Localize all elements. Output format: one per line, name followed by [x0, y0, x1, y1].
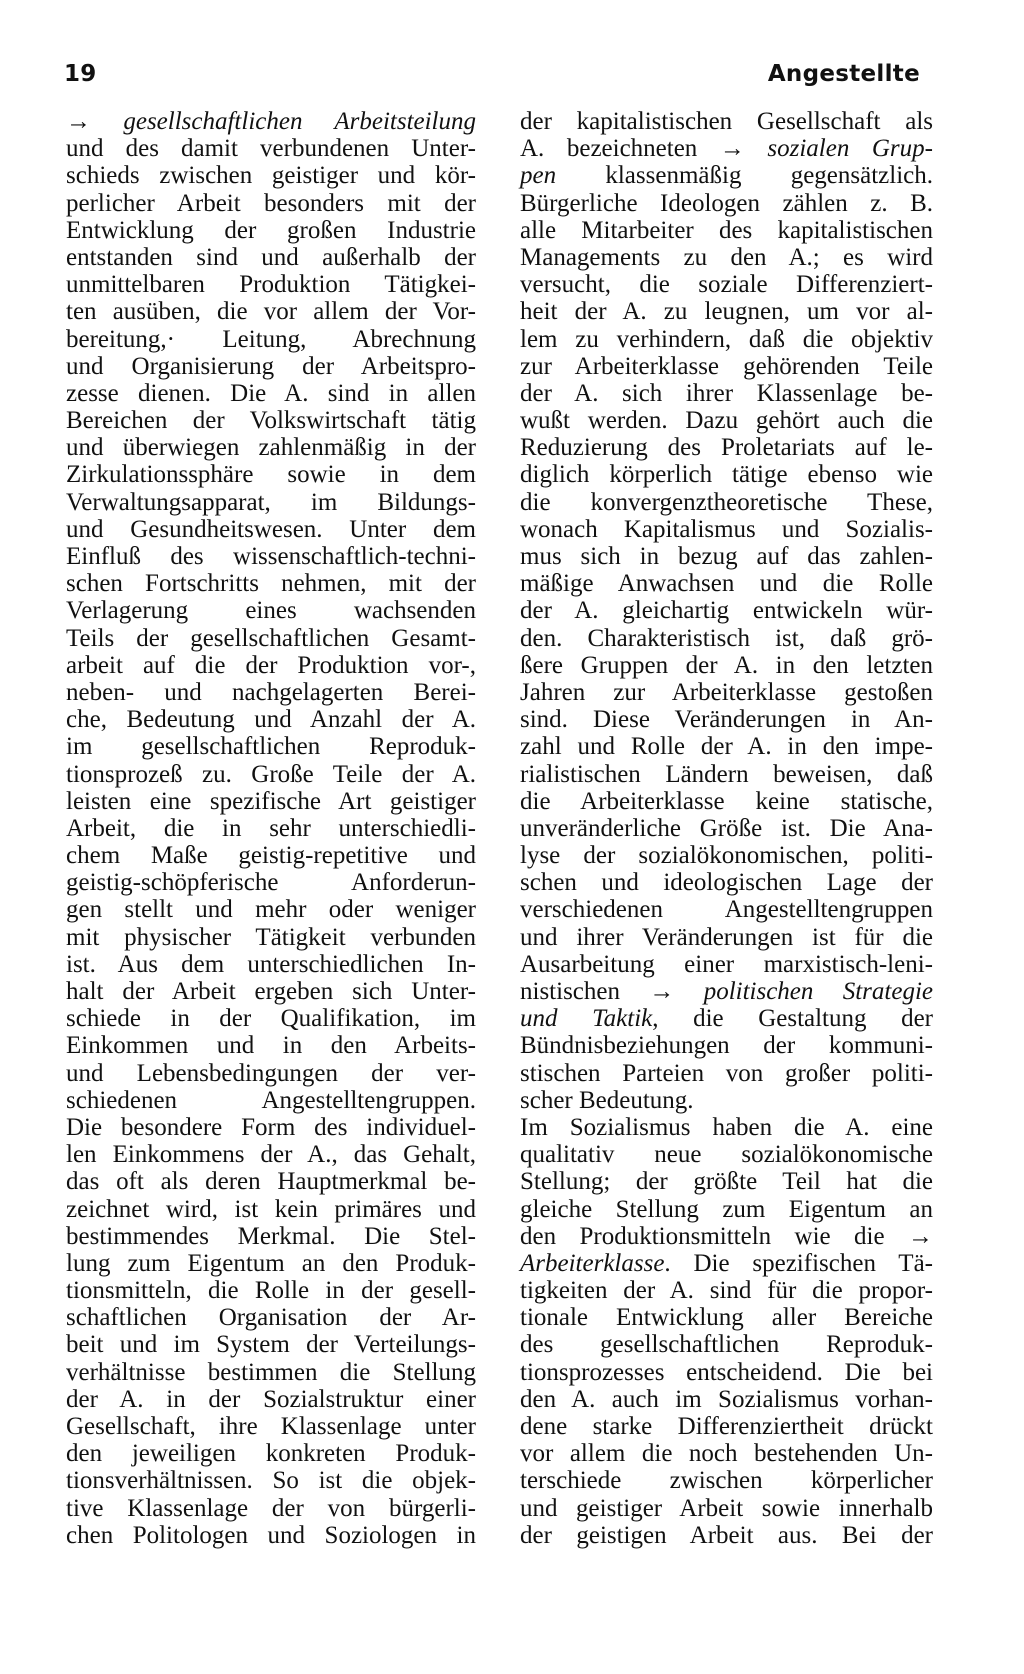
text-segment: lung zum Eigentum an den Produk-	[66, 1249, 476, 1277]
text-segment: und überwiegen zahlenmäßig in der	[66, 434, 476, 462]
text-segment: che, Bedeutung und Anzahl der A.	[66, 706, 476, 734]
text-line	[66, 461, 476, 488]
text-segment: Im Sozialismus haben die A. eine	[520, 1113, 933, 1141]
text-segment: verhältnisse bestimmen die Stellung	[66, 1358, 476, 1386]
text-segment: Einkommen und in den Arbeits-	[66, 1032, 476, 1060]
text-segment: tionsverhältnissen. So ist die objek-	[66, 1467, 476, 1495]
text-line	[520, 461, 933, 488]
text-segment: Ausarbeitung einer marxistisch-leni-	[520, 950, 933, 978]
text-line	[66, 706, 476, 733]
text-segment: bereitung,· Leitung, Abrechnung	[66, 325, 476, 353]
text-segment: Managements zu den A.; es wird	[520, 243, 933, 271]
text-line	[520, 570, 933, 597]
text-line	[520, 1386, 933, 1413]
text-line	[520, 1114, 933, 1141]
text-line	[66, 489, 476, 516]
text-line	[66, 135, 476, 162]
text-line	[520, 951, 933, 978]
text-line	[520, 733, 933, 760]
text-segment: vor allem die noch bestehenden Un-	[520, 1440, 933, 1468]
text-line	[66, 1277, 476, 1304]
text-line	[66, 271, 476, 298]
text-segment: lyse der sozialökonomischen, politi-	[520, 842, 933, 870]
text-line	[520, 380, 933, 407]
text-line	[66, 1168, 476, 1195]
text-segment: Arbeit, die in sehr unterschiedli-	[66, 814, 476, 842]
text-line	[520, 625, 933, 652]
text-line	[66, 1114, 476, 1141]
text-line	[66, 625, 476, 652]
text-segment: dene starke Differenziertheit drückt	[520, 1413, 933, 1440]
text-segment: halt der Arbeit ergeben sich Unter-	[66, 978, 476, 1005]
text-line	[520, 1304, 933, 1331]
text-segment: Verwaltungsapparat, im Bildungs-	[66, 488, 476, 516]
text-segment: den jeweiligen konkreten Produk-	[66, 1440, 476, 1468]
text-segment: Entwicklung der großen Industrie	[66, 216, 476, 244]
text-line	[520, 1223, 933, 1250]
text-line	[520, 869, 933, 896]
text-segment: zeichnet wird, ist kein primäres und	[66, 1195, 476, 1223]
text-segment: Gesellschaft, ihre Klassenlage unter	[66, 1413, 476, 1440]
text-line	[520, 706, 933, 733]
text-segment: und Organisierung der Arbeitspro-	[66, 352, 476, 380]
text-segment: klassenmäßig gegensätzlich.	[556, 162, 933, 190]
italic-term: pen	[520, 162, 557, 190]
text-segment: sind. Diese Veränderungen in An-	[520, 706, 933, 734]
text-segment: und Lebensbedingungen der ver-	[66, 1059, 476, 1087]
text-line	[520, 1467, 933, 1494]
text-line	[66, 1250, 476, 1277]
text-line	[66, 353, 476, 380]
text-line	[66, 217, 476, 244]
text-segment: und ihrer Veränderungen ist für die	[520, 923, 933, 951]
text-line	[520, 1032, 933, 1059]
text-segment: unmittelbaren Produktion Tätigkei-	[66, 271, 476, 299]
text-line	[66, 1522, 476, 1549]
text-line	[520, 652, 933, 679]
text-segment: Bereichen der Volkswirtschaft tätig	[66, 407, 476, 435]
text-line	[66, 1196, 476, 1223]
text-segment: tigkeiten der A. sind für die propor-	[520, 1277, 933, 1305]
text-segment: die Arbeiterklasse keine statische,	[520, 787, 933, 815]
text-segment: der kapitalistischen Gesellschaft als	[520, 108, 933, 135]
text-line	[66, 244, 476, 271]
text-segment: leisten eine spezifische Art geistiger	[66, 787, 476, 815]
text-line	[66, 597, 476, 624]
text-segment: gen stellt und mehr oder weniger	[66, 896, 476, 924]
text-segment: A. bezeichneten →	[520, 135, 768, 163]
text-line	[66, 570, 476, 597]
text-line	[520, 353, 933, 380]
text-segment: wonach Kapitalismus und Sozialis-	[520, 515, 933, 543]
text-line	[66, 733, 476, 760]
text-segment: Einfluß des wissenschaftlich-techni-	[66, 543, 476, 570]
text-segment: verschiedenen Angestelltengruppen	[520, 896, 933, 924]
italic-term: und Taktik	[520, 1005, 653, 1033]
text-segment: zesse dienen. Die A. sind in allen	[66, 379, 476, 407]
text-segment: das oft als deren Hauptmerkmal be-	[66, 1168, 476, 1196]
text-segment: tive Klassenlage der von bürgerli-	[66, 1494, 476, 1522]
text-segment: den A. auch im Sozialismus vorhan-	[520, 1385, 933, 1413]
text-segment: tionsmitteln, die Rolle in der gesell-	[66, 1277, 476, 1305]
text-line	[66, 951, 476, 978]
text-segment: beit und im System der Verteilungs-	[66, 1331, 476, 1359]
text-segment: wußt werden. Dazu gehört auch die	[520, 407, 933, 435]
text-segment: zahl und Rolle der A. in den impe-	[520, 733, 933, 761]
text-line	[66, 869, 476, 896]
text-segment: terschiede zwischen körperlicher	[520, 1467, 933, 1495]
text-segment: bestimmendes Merkmal. Die Stel-	[66, 1222, 476, 1250]
text-line	[520, 1440, 933, 1467]
text-segment: →	[66, 108, 124, 135]
text-segment: den. Charakteristisch ist, daß grö-	[520, 624, 933, 652]
text-segment: diglich körperlich tätige ebenso wie	[520, 461, 933, 489]
text-line	[520, 244, 933, 271]
text-line	[66, 162, 476, 189]
text-segment: tionsprozeß zu. Große Teile der A.	[66, 760, 476, 788]
text-segment: Zirkulationssphäre sowie in dem	[66, 461, 476, 489]
text-line	[66, 815, 476, 842]
text-segment: scher Bedeutung.	[520, 1086, 694, 1114]
text-segment: der A. sich ihrer Klassenlage be-	[520, 379, 933, 407]
text-line	[520, 842, 933, 869]
text-line	[520, 1495, 933, 1522]
text-line	[66, 761, 476, 788]
text-line	[520, 1331, 933, 1358]
text-segment: Stellung; der größte Teil hat die	[520, 1168, 933, 1196]
text-line	[520, 407, 933, 434]
text-segment: chem Maße geistig-repetitive und	[66, 842, 476, 870]
text-segment: mäßige Anwachsen und die Rolle	[520, 570, 933, 598]
text-line	[66, 380, 476, 407]
text-line	[520, 1250, 933, 1277]
text-line	[520, 597, 933, 624]
text-line	[520, 1522, 933, 1549]
text-segment: den Produktionsmitteln wie die →	[520, 1222, 933, 1250]
text-line	[66, 652, 476, 679]
text-line	[66, 434, 476, 461]
text-segment: tionale Entwicklung aller Bereiche	[520, 1304, 933, 1332]
text-segment: schiedenen Angestelltengruppen.	[66, 1086, 476, 1114]
text-segment: nistischen →	[520, 978, 704, 1005]
text-segment: der geistigen Arbeit aus. Bei der	[520, 1521, 933, 1549]
text-segment: schieds zwischen geistiger und kör-	[66, 162, 476, 190]
text-segment: len Einkommens der A., das Gehalt,	[66, 1141, 476, 1169]
text-line	[66, 679, 476, 706]
text-segment: chen Politologen und Soziologen in	[66, 1521, 476, 1549]
text-line	[66, 516, 476, 543]
text-segment: Bürgerliche Ideologen zählen z. B.	[520, 189, 933, 217]
text-line	[520, 489, 933, 516]
text-line	[520, 271, 933, 298]
text-segment: die konvergenztheoretische These,	[520, 488, 933, 516]
text-line	[520, 217, 933, 244]
text-segment: und geistiger Arbeit sowie innerhalb	[520, 1494, 933, 1522]
left-text-column	[66, 108, 476, 1549]
text-line	[66, 1359, 476, 1386]
italic-term: Arbeiterklasse	[520, 1249, 665, 1277]
text-segment: Teils der gesellschaftlichen Gesamt-	[66, 624, 476, 652]
text-segment: schiede in der Qualifikation, im	[66, 1005, 476, 1033]
text-line	[66, 1440, 476, 1467]
text-line	[520, 896, 933, 923]
text-line	[66, 1413, 476, 1440]
text-segment: ßere Gruppen der A. in den letzten	[520, 651, 933, 679]
text-line	[66, 1032, 476, 1059]
text-segment: der A. in der Sozialstruktur einer	[66, 1385, 476, 1413]
text-line	[66, 978, 476, 1005]
text-line	[66, 1495, 476, 1522]
text-segment: versucht, die soziale Differenziert-	[520, 271, 933, 299]
text-line	[66, 1005, 476, 1032]
text-line	[520, 1359, 933, 1386]
text-segment: Jahren zur Arbeiterklasse gestoßen	[520, 678, 933, 706]
italic-term: politischen Strategie	[703, 978, 933, 1005]
text-line	[66, 1087, 476, 1114]
text-segment: ten ausüben, die vor allem der Vor-	[66, 298, 476, 326]
text-line	[520, 434, 933, 461]
text-segment: und Gesundheitswesen. Unter dem	[66, 515, 476, 543]
text-segment: rialistischen Ländern beweisen, daß	[520, 760, 933, 788]
text-segment: neben- und nachgelagerten Berei-	[66, 678, 476, 706]
text-line	[520, 788, 933, 815]
text-line	[66, 543, 476, 570]
italic-term: sozialen Grup-	[767, 135, 933, 163]
text-line	[66, 896, 476, 923]
text-segment: mit physischer Tätigkeit verbunden	[66, 923, 476, 951]
text-line	[520, 978, 933, 1005]
text-segment: lem zu verhindern, daß die objektiv	[520, 325, 933, 353]
text-segment: gleiche Stellung zum Eigentum an	[520, 1195, 933, 1223]
text-segment: Die besondere Form des individuel-	[66, 1113, 476, 1141]
text-line	[520, 1005, 933, 1032]
text-segment: heit der A. zu leugnen, um vor al-	[520, 298, 933, 326]
text-line	[520, 135, 933, 162]
text-segment: schen und ideologischen Lage der	[520, 869, 933, 897]
text-segment: qualitativ neue sozialökonomische	[520, 1141, 933, 1169]
text-segment: . Die spezifischen Tä-	[664, 1249, 933, 1277]
text-segment: perlicher Arbeit besonders mit der	[66, 189, 476, 217]
text-line	[520, 190, 933, 217]
text-segment: schaftlichen Organisation der Ar-	[66, 1304, 476, 1332]
page-number: 19	[64, 61, 97, 87]
text-segment: , die Gestaltung der	[652, 1005, 933, 1033]
text-segment: der A. gleichartig entwickeln wür-	[520, 597, 933, 625]
text-line	[66, 1331, 476, 1358]
text-line	[520, 162, 933, 189]
text-line	[520, 1277, 933, 1304]
text-segment: schen Fortschritts nehmen, mit der	[66, 570, 476, 598]
text-segment: Reduzierung des Proletariats auf le-	[520, 434, 933, 462]
text-line	[66, 842, 476, 869]
text-segment: stischen Parteien von großer politi-	[520, 1059, 933, 1087]
text-segment: tionsprozesses entscheidend. Die bei	[520, 1358, 933, 1386]
text-line	[520, 761, 933, 788]
text-line	[66, 924, 476, 951]
text-segment: und des damit verbundenen Unter-	[66, 135, 476, 163]
text-line	[66, 1304, 476, 1331]
text-segment: zur Arbeiterklasse gehörenden Teile	[520, 352, 933, 380]
text-segment: des gesellschaftlichen Reproduk-	[520, 1331, 933, 1359]
text-line	[520, 108, 933, 135]
text-segment: Verlagerung eines wachsenden	[66, 597, 476, 625]
running-title: Angestellte	[767, 61, 920, 87]
text-line	[66, 1141, 476, 1168]
text-segment: alle Mitarbeiter des kapitalistischen	[520, 216, 933, 244]
text-line	[520, 924, 933, 951]
text-line	[520, 1141, 933, 1168]
text-line	[66, 1386, 476, 1413]
text-segment: unveränderliche Größe ist. Die Ana-	[520, 814, 933, 842]
text-line	[520, 326, 933, 353]
text-line	[520, 815, 933, 842]
text-line	[66, 788, 476, 815]
text-line	[520, 1196, 933, 1223]
text-line	[520, 516, 933, 543]
text-segment: arbeit auf die der Produktion vor-,	[66, 651, 476, 679]
text-line	[520, 1413, 933, 1440]
text-line	[66, 1467, 476, 1494]
text-line	[520, 543, 933, 570]
text-segment: geistig-schöpferische Anforderun-	[66, 869, 476, 897]
text-line	[66, 1223, 476, 1250]
text-segment: mus sich in bezug auf das zahlen-	[520, 543, 933, 570]
text-segment: Bündnisbeziehungen der kommuni-	[520, 1032, 933, 1060]
italic-term: gesellschaftlichen Arbeitsteilung	[123, 108, 476, 135]
text-line	[66, 298, 476, 325]
text-line	[520, 1060, 933, 1087]
text-line	[66, 190, 476, 217]
text-line	[520, 1168, 933, 1195]
text-line	[520, 298, 933, 325]
text-line	[66, 407, 476, 434]
text-line	[66, 1060, 476, 1087]
text-line	[520, 1087, 933, 1114]
text-segment: im gesellschaftlichen Reproduk-	[66, 733, 476, 761]
text-segment: entstanden sind und außerhalb der	[66, 243, 476, 271]
text-line	[520, 679, 933, 706]
text-line	[66, 108, 476, 135]
text-segment: ist. Aus dem unterschiedlichen In-	[66, 950, 476, 978]
right-text-column	[520, 108, 933, 1549]
text-line	[66, 326, 476, 353]
